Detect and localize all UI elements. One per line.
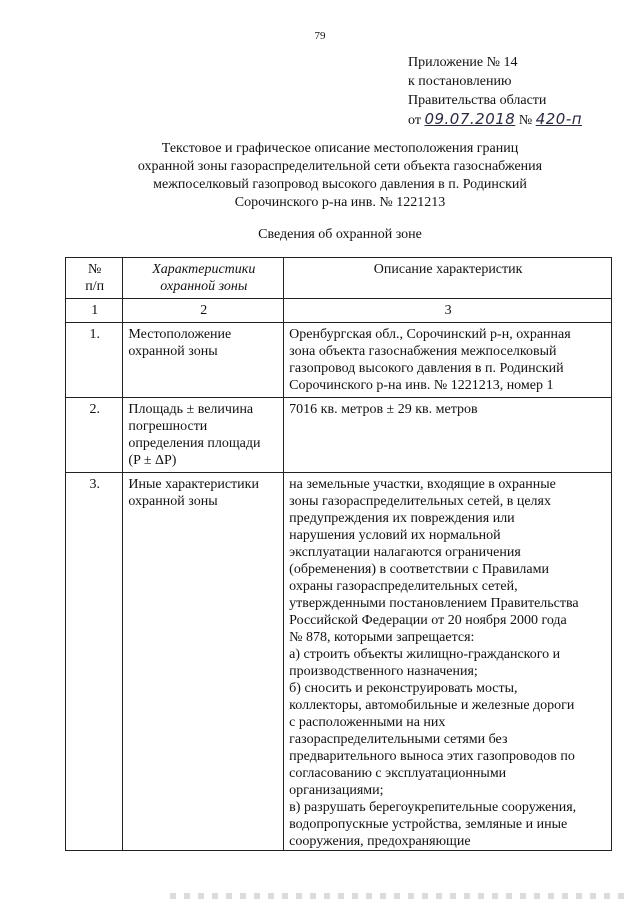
appendix-line-2: к постановлению — [408, 74, 512, 89]
characteristic-cell — [123, 398, 284, 473]
column-number-row — [66, 299, 612, 323]
characteristic-cell — [123, 323, 284, 398]
description-text: (обременения) в соответствии с Правилами — [289, 562, 549, 577]
row-number-cell — [66, 473, 123, 851]
table-row — [66, 398, 612, 473]
description-text: б) сносить и реконструировать мосты, — [289, 681, 518, 696]
header-cell-characteristics — [123, 258, 284, 299]
characteristic-text: охранной зоны — [128, 344, 218, 359]
description-text: производственного назначения; — [289, 664, 478, 679]
title-line: Сорочинского р-на инв. № 1221213 — [234, 195, 446, 210]
column-number: 2 — [123, 299, 284, 323]
description-text: в) разрушать берегоукрепительные сооружения, — [289, 800, 577, 815]
appendix-date-line — [408, 110, 582, 130]
header-text: № — [88, 262, 102, 277]
description-text: нарушения условий их нормальной — [289, 528, 501, 543]
description-text: газораспределительными сетями без — [289, 732, 508, 747]
description-cell — [284, 473, 612, 851]
description-text: коллекторы, автомобильные и железные дороги — [289, 698, 575, 713]
description-text: газопровод высокого давления в п. Родинский — [289, 361, 564, 376]
document-title — [60, 140, 620, 212]
section-subtitle: Сведения об охранной зоне — [258, 227, 422, 242]
header-text: Характеристики — [152, 262, 256, 277]
date-prefix: от — [408, 113, 421, 128]
characteristic-text: охранной зоны — [128, 494, 218, 509]
header-cell-description — [284, 258, 612, 299]
description-text: предварительного выноса этих газопроводов по — [289, 749, 575, 764]
header-cell-number — [66, 258, 123, 299]
description-text: организациями; — [289, 783, 384, 798]
description-text: № 878, которыми запрещается: — [289, 630, 475, 645]
appendix-block — [408, 53, 582, 130]
handwritten-number: 420-п — [535, 110, 583, 128]
scan-artifact — [170, 893, 630, 899]
description-text: зона объекта газоснабжения межпоселковый — [289, 344, 557, 359]
title-line: межпоселковый газопровод высокого давления в п. Родинский — [153, 177, 527, 192]
header-text: Описание характеристик — [373, 262, 523, 277]
description-text: согласованию с эксплуатационными — [289, 766, 507, 781]
characteristic-text: погрешности — [128, 419, 208, 434]
column-number: 1 — [66, 299, 123, 323]
characteristic-text: Площадь ± величина — [128, 402, 254, 417]
row-number-cell — [66, 323, 123, 398]
column-number: 3 — [284, 299, 612, 323]
page-number: 79 — [314, 30, 326, 42]
description-cell — [284, 323, 612, 398]
description-text: а) строить объекты жилищно-гражданского и — [289, 647, 561, 662]
description-text: с расположенными на них — [289, 715, 446, 730]
description-cell — [284, 398, 612, 473]
characteristic-cell — [123, 473, 284, 851]
description-text: водопропускные устройства, земляные и иные — [289, 817, 568, 832]
description-text: зоны газораспределительных сетей, в целях — [289, 494, 551, 509]
appendix-line-1: Приложение № 14 — [408, 55, 518, 70]
description-text: Оренбургская обл., Сорочинский р-н, охранная — [289, 327, 571, 342]
title-line: Текстовое и графическое описание местоположения границ — [161, 141, 519, 156]
table-row — [66, 323, 612, 398]
description-text: Сорочинского р-на инв. № 1221213, номер 1 — [289, 378, 554, 393]
characteristic-text: (P ± ΔP) — [128, 453, 177, 468]
description-text: сооружения, предохраняющие — [289, 834, 471, 849]
title-line: охранной зоны газораспределительной сети объекта газоснабжения — [137, 159, 543, 174]
table-header-row — [66, 258, 612, 299]
header-text: п/п — [85, 279, 105, 294]
handwritten-date: 09.07.2018 — [424, 110, 516, 128]
description-text: утвержденными постановлением Правительства — [289, 596, 579, 611]
description-text: охраны газораспределительных сетей, — [289, 579, 518, 594]
table-row — [66, 473, 612, 851]
row-number: 2. — [89, 402, 100, 417]
characteristic-text: Местоположение — [128, 327, 232, 342]
row-number: 1. — [89, 327, 100, 342]
appendix-line-3: Правительства области — [408, 93, 547, 108]
characteristic-text: определения площади — [128, 436, 261, 451]
description-text: Российской Федерации от 20 ноября 2000 года — [289, 613, 567, 628]
description-text: эксплуатации налагаются ограничения — [289, 545, 521, 560]
description-text: 7016 кв. метров ± 29 кв. метров — [289, 402, 478, 417]
number-label: № — [518, 113, 533, 128]
row-number-cell — [66, 398, 123, 473]
characteristic-text: Иные характеристики — [128, 477, 259, 492]
description-text: на земельные участки, входящие в охранные — [289, 477, 556, 492]
row-number: 3. — [89, 477, 100, 492]
zone-info-table — [65, 257, 612, 851]
header-text: охранной зоны — [160, 279, 248, 294]
description-text: предупреждения их повреждения или — [289, 511, 515, 526]
table-body — [66, 323, 612, 851]
